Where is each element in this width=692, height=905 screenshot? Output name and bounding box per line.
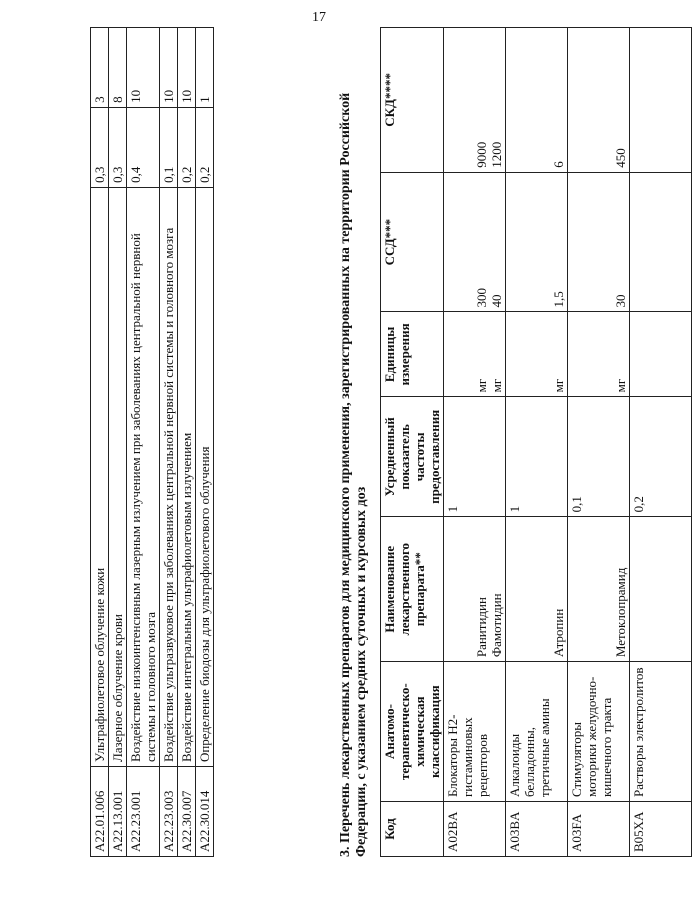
unit-value: мг [613,378,628,393]
drug-name-value: Фамотидин [489,593,504,658]
services-table [90,27,214,857]
unit [444,312,506,397]
service-frequency: 0,2 [178,107,196,187]
skd-value: 450 [613,148,628,168]
ssd [444,172,506,312]
atc-group: Растворы электролитов [630,662,692,802]
table-row [196,28,214,857]
service-multiplicity: 10 [127,28,160,108]
service-frequency: 0,2 [196,107,214,187]
frequency: 1 [506,397,568,517]
skd [444,28,506,173]
skd [568,28,630,173]
ssd [568,172,630,312]
frequency: 0,2 [630,397,692,517]
ssd-value: 40 [489,294,504,308]
frequency: 1 [444,397,506,517]
drug-name-value: Ранитидин [474,597,489,658]
frequency: 0,1 [568,397,630,517]
drug-name-value: Атропин [551,608,566,658]
unit-value: мг [474,378,489,393]
table-row [630,28,692,857]
column-header-2: Наименование лекарственного препарата** [381,517,444,662]
drug-name-value: Метоклопрамид [613,567,628,658]
service-code: A22.01.006 [91,767,109,857]
service-code: A22.23.001 [127,767,160,857]
column-header-0: Код [381,802,444,857]
ssd-value: 30 [613,294,628,308]
service-frequency: 0,1 [160,107,178,187]
atc-group: Блокаторы H2-гистаминовых рецепторов [444,662,506,802]
unit [568,312,630,397]
section-heading: 3. Перечень лекарственных препаратов для медицинского применения, зарегистрированных на территории Российской Федерации, с указанием средних суточных и курсовых доз [338,92,369,857]
drug-table [380,27,692,857]
table-row [127,28,160,857]
column-header-1: Анатомо-терапевтическо-химическая классификация [381,662,444,802]
table-row [178,28,196,857]
service-name: Определение биодозы для ультрафиолетового облучения [196,187,214,766]
service-code: A22.13.001 [109,767,127,857]
atc-code: A03FA [568,802,630,857]
atc-group: Стимуляторы моторики желудочно-кишечного тракта [568,662,630,802]
column-header-6: СКД**** [381,28,444,173]
column-header-3: Усредненный показатель частоты предоставления [381,397,444,517]
ssd [630,172,692,312]
service-code: A22.23.003 [160,767,178,857]
ssd-value: 1,5 [551,291,566,308]
table-row [506,28,568,857]
service-frequency: 0,3 [109,107,127,187]
skd-value: 9000 [474,141,489,168]
page-number: 17 [312,10,326,25]
service-multiplicity: 10 [160,28,178,108]
atc-group: Алкалоиды белладонны, третичные амины [506,662,568,802]
atc-code: A02BA [444,802,506,857]
atc-code: B05XA [630,802,692,857]
skd-value: 1200 [489,141,504,168]
service-multiplicity: 8 [109,28,127,108]
atc-code: A03BA [506,802,568,857]
ssd-value: 300 [474,287,489,308]
drug-name [506,517,568,662]
drug-name [568,517,630,662]
drug-name [444,517,506,662]
service-multiplicity: 10 [178,28,196,108]
skd-value: 6 [551,161,566,168]
service-code: A22.30.007 [178,767,196,857]
service-multiplicity: 1 [196,28,214,108]
service-frequency: 0,3 [91,107,109,187]
table-row [109,28,127,857]
drug-name [630,517,692,662]
unit-value: мг [489,378,504,393]
unit-value: мг [551,378,566,393]
service-name: Ультрафиолетовое облучение кожи [91,187,109,766]
column-header-5: ССД*** [381,172,444,312]
column-header-4: Единицы измерения [381,312,444,397]
service-frequency: 0,4 [127,107,160,187]
service-name: Лазерное облучение крови [109,187,127,766]
service-name: Воздействие интегральным ультрафиолетовым излучением [178,187,196,766]
service-name: Воздействие ультразвуковое при заболеваниях центральной нервной системы и головного мозга [160,187,178,766]
skd [506,28,568,173]
table-row [444,28,506,857]
service-code: A22.30.014 [196,767,214,857]
table-row [568,28,630,857]
unit [506,312,568,397]
skd [630,28,692,173]
table-row [160,28,178,857]
service-multiplicity: 3 [91,28,109,108]
table-row [91,28,109,857]
service-name: Воздействие низкоинтенсивным лазерным излучением при заболеваниях центральной нервной системы и головного мозга [127,187,160,766]
unit [630,312,692,397]
ssd [506,172,568,312]
